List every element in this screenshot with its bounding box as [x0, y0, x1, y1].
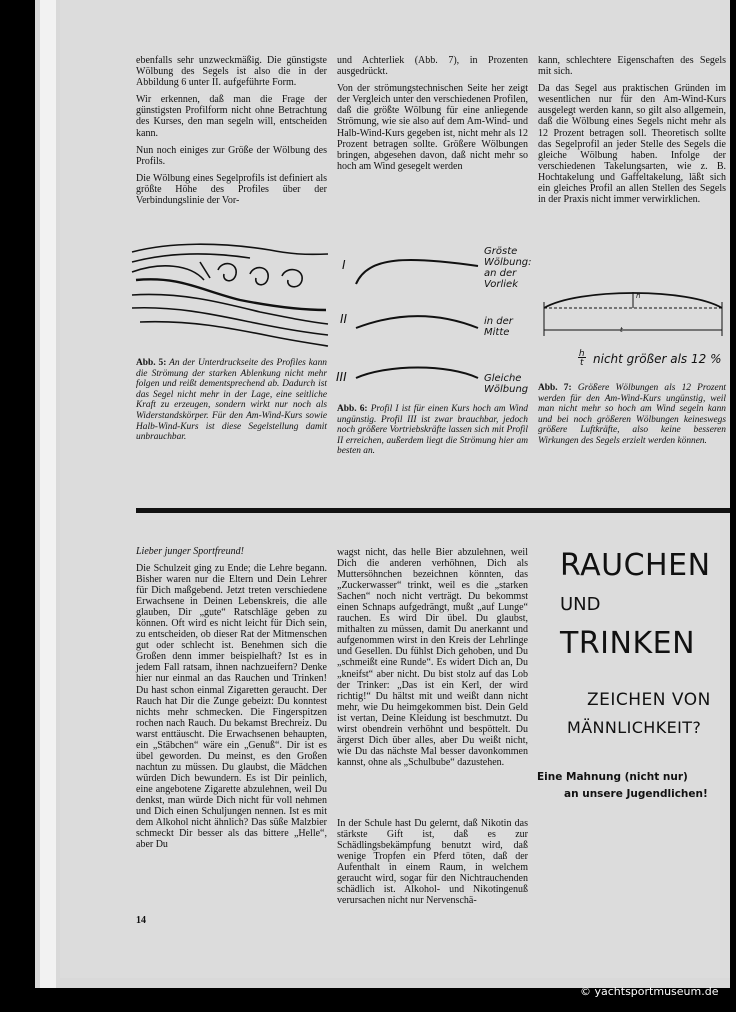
caption-text: An der Unterdruckseite des Profiles kann die Strömung der starken Ablenkung nicht mehr folgen und reißt dementsprechend ab. Dadurch ist das Segel nicht mehr in der Lage, eine seitliche Kraft zu erzeugen, sondern wirkt nur noch als Widerstandskörper. Für den Am-Wind-Kurs sowie Halb-Wind-Kurs ist diese Segelstellung damit unbrauchbar.	[136, 358, 327, 443]
caption-label: Abb. 5:	[136, 358, 167, 368]
headline-subtitle-1: Eine Mahnung (nicht nur)	[537, 771, 688, 783]
profile-label-3: III	[336, 370, 347, 384]
paragraph: Wir erkennen, daß man die Frage der günstigsten Profilform nicht ohne Betrachtung des Kurses, den man segeln will, entscheiden kann.	[136, 94, 327, 139]
headline-word-und: UND	[560, 594, 601, 615]
article-column-2-part-1: wagst nicht, das helle Bier abzulehnen, weil Dich die anderen verhöhnen, Dich als Muttersöhnchen bezeichnen könnten, das „Zuckerwasser“ trinkt, weil es die „starken Sachen“ noch nicht verträgt. Du bekommst einen Schnaps aufgedrängt, mußt „auf Lunge“ rauchen. Es wird Dir übel. Du glaubst, mithalten zu müssen, damit Du anerkannt und aufgenommen wirst in den Kreis der Lehrlinge und Gesellen. Du fühlst Dich gehoben, und Du „schmeißt eine Runde“. Es widert Dich an, Du „kneifst“ aber nicht. Du bist stolz auf das Lob der Trinker: „Das ist ein Kerl, der wird richtig!“ Du hältst mit und weißt dann nicht mehr, wie Du heimgekommen bist. Dein Geld ist vertan, Deine Kleidung ist beschmutzt. Du wirst obendrein verhöhnt und bespöttelt. Du ärgerst Dich über alles, aber Du weißt nicht, wie Du das nächste Mal besser davonkommen kannst, ohne als „Schulbube“ dazustehen.	[337, 547, 528, 768]
top-column-3	[538, 55, 726, 211]
profile-1	[356, 260, 478, 284]
profile-3	[356, 368, 478, 379]
paragraph: ebenfalls sehr unzweckmäßig. Die günstigste Wölbung des Segels ist also die in der Abbildung 6 unter II. aufgeführte Form.	[136, 55, 327, 89]
paragraph: Die Wölbung eines Segelprofils ist definiert als größte Höhe des Profiles über der Verbindungslinie der Vor-	[136, 172, 327, 207]
caption-abb-7	[538, 383, 726, 447]
profile-label-2: II	[340, 312, 348, 326]
vortex	[282, 270, 302, 287]
streamline	[132, 266, 204, 280]
paragraph: und Achterliek (Abb. 7), in Prozenten ausgedrückt.	[337, 55, 528, 78]
paragraph: Nun noch einiges zur Größe der Wölbung des Profils.	[136, 144, 327, 167]
formula-text: nicht größer als 12 %	[593, 352, 722, 366]
headline-word-trinken: TRINKEN	[560, 626, 696, 661]
profile-2	[356, 316, 478, 328]
page-number: 14	[136, 915, 146, 926]
headline-zeichen-von: ZEICHEN VON	[587, 690, 711, 710]
formula-fraction	[578, 350, 586, 368]
paragraph: kann, schlechtere Eigenschaften des Segels mit sich.	[538, 55, 726, 78]
figure-5-flow-diagram	[130, 240, 330, 350]
watermark: © yachtsportmuseum.de	[580, 985, 719, 998]
formula-denominator: t	[580, 358, 584, 368]
height-label: h	[636, 292, 641, 300]
paragraph: Da das Segel aus praktischen Gründen im wesentlichen nur für den Am-Wind-Kurs ausgelegt werden kann, so gilt also allgemein, daß die Wölbung eines Segels nicht mehr als 12 Prozent betragen soll. Theoretisch sollte das Segelprofil an jeder Stelle des Segels die gleiche Wölbung haben. Infolge der verschiedenen Takelungsarten, wie z. B. Hochtakelung und Gaffeltakelung, läßt sich ein gleiches Profil an allen Stellen des Segels in der Praxis nicht immer verwirklichen.	[538, 83, 726, 206]
headline-word-rauchen: RAUCHEN	[560, 548, 711, 583]
vortex	[250, 268, 268, 285]
article-column-2-part-2: In der Schule hast Du gelernt, daß Nikotin das stärkste Gift ist, daß es zur Schädlingsbekämpfung benutzt wird, daß wenige Tropfen ein Pferd töten, daß der Aufenthalt in einem Raum, in welchem geraucht wird, sogar für den Nichtrauchenden schädlich ist. Alkohol- und Nikotingenuß verursachen nicht nur Nervenschä-	[337, 818, 528, 907]
vortex	[218, 264, 236, 281]
caption-text: Profil I ist für einen Kurs hoch am Wind ungünstig. Profil III ist zwar brauchbar, jedoch noch größere Vortriebskräfte lassen sich mit Profil II erreichen, außerdem liegt die Strömung hier am besten an.	[337, 404, 528, 457]
top-column-1	[136, 55, 327, 212]
caption-abb-5	[136, 358, 327, 443]
length-label: t	[620, 326, 623, 334]
section-divider	[136, 508, 730, 513]
figure-7-camber-diagram	[538, 278, 728, 348]
headline-maennlichkeit: MÄNNLICHKEIT?	[567, 718, 702, 737]
paragraph: Von der strömungstechnischen Seite her zeigt der Vergleich unter den verschiedenen Profilen, daß die größte Wölbung für eine anliegende Strömung, wie sie also auf dem Am-Wind- und Halb-Wind-Kurs gegeben ist, nicht mehr als 12 Prozent betragen sollte. Größere Wölbungen bringen, abgesehen davon, daß nicht mehr so hoch am Wind gesegelt werden	[337, 83, 528, 172]
streamline	[132, 244, 328, 254]
caption-text: Größere Wölbungen als 12 Prozent werden für den Am-Wind-Kurs ungünstig, weil man nicht mehr so hoch am Wind segeln kann und bei noch größeren Wölbungen keineswegs größere Luftkräfte, also keine besseren Wirkungen des Segels erzielt werden können.	[538, 383, 727, 446]
top-column-2	[337, 55, 528, 178]
page-edge	[40, 0, 56, 988]
arrow	[200, 262, 210, 278]
profile-text-1: Gröste Wölbung: an der Vorliek	[484, 246, 532, 290]
streamline	[140, 322, 328, 346]
formula-numerator: h	[578, 349, 585, 359]
profile-text-2: in der Mitte	[484, 316, 513, 338]
salutation: Lieber junger Sportfreund!	[136, 546, 244, 557]
profile-text-3: Gleiche Wölbung	[484, 373, 529, 395]
headline-subtitle-2: an unsere Jugendlichen!	[564, 788, 708, 800]
streamline	[132, 254, 250, 262]
caption-label: Abb. 7:	[538, 383, 572, 393]
profile-label-1: I	[342, 258, 346, 272]
article-column-1: Die Schulzeit ging zu Ende; die Lehre begann. Bisher waren nur die Eltern und Dein Lehrer für Dich maßgebend. Jetzt treten verschiedene Erwachsene in Deinen Lebenskreis, die alle glauben, Dir „gute“ Ratschläge geben zu können. Oft wird es nicht leicht für Dich sein, zu entscheiden, ob dieser Rat der Mitmenschen gut oder schlecht ist. Benehmen sich die Großen denn immer beispielhaft? Ist es in jedem Fall ratsam, ihnen nachzueifern? Denke hier nur einmal an das Rauchen und Trinken! Du hast schon einmal Zigaretten geraucht. Der Rauch hat Dir die Zunge gebeizt: Du konntest nichts mehr schmecken. Die Fingerspitzen rochen nach Rauch. Du bekamst Brechreiz. Du warst enttäuscht. Die Erwachsenen behaupten, ein „Stäbchen“ wäre ein „Genuß“. Dir ist es übel geworden. Du meinst, es den Großen nachtun zu müssen. Du glaubst, die Mädchen würden Dich bewundern. Es ist Dir peinlich, eine angebotene Zigarette abzulehnen, weil Du denkst, man würde Dich nicht für voll nehmen und Dich einen Schuljungen nennen. Ist es mit dem Alkohol nicht ähnlich? Das süße Malzbier schmeckt Dir besser als das bittere „Helle“, aber Du	[136, 563, 327, 851]
caption-abb-6	[337, 404, 528, 457]
caption-label: Abb. 6:	[337, 404, 368, 414]
